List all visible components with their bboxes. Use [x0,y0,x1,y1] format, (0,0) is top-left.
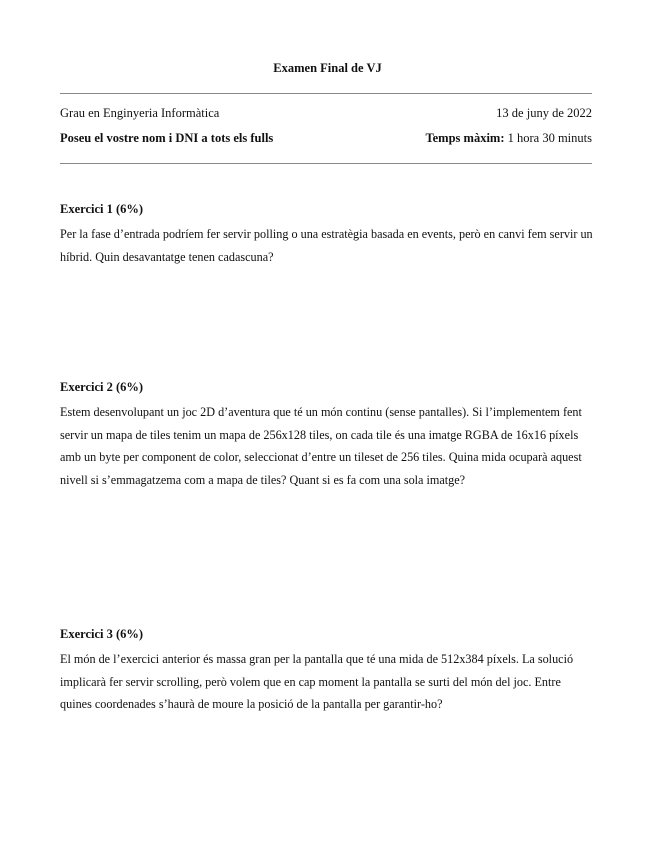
time-limit-value: 1 hora 30 minuts [507,131,592,145]
time-limit-label: Temps màxim: [425,131,505,145]
exercise-2-heading: Exercici 2 (6%) [60,380,144,394]
exam-date: 13 de juny de 2022 [496,106,592,120]
time-limit [425,131,592,146]
header-bottom-rule [60,163,592,164]
exercise-2 [60,380,595,491]
exercise-3-text: El món de l’exercici anterior és massa gran per la pantalla que té una mida de 512x384 píxels. La solució implicarà fer servir scrolling, però volem que en cap moment la pantalla se surti del món del joc. Entre quines coordenades s’haurà de moure la posició de la pantalla per garantir-ho? [60,652,574,711]
header-row-2 [60,131,592,146]
exercise-2-text: Estem desenvolupant un joc 2D d’aventura que té un món continu (sense pantalles). Si l’implementem fent servir un mapa de tiles tenim un mapa de 256x128 tiles, on cada tile és una imatge RGBA de 16x16 píxels amb un byte per component de color, seleccionat d’entre un tileset de 256 tiles. Quina mida ocuparà aquest nivell si s’emmagatzema com a mapa de tiles? Quant si es fa com una sola imatge? [60,405,582,487]
exercise-1 [60,202,595,268]
exam-title: Examen Final de VJ [273,61,382,75]
exercise-3-heading: Exercici 3 (6%) [60,627,144,641]
exercise-1-text: Per la fase d’entrada podríem fer servir polling o una estratègia basada en events, però en canvi fem servir un híbrid. Quin desavantatge tenen cadascuna? [60,227,593,264]
degree-label: Grau en Enginyeria Informàtica [60,106,220,120]
exercise-1-heading: Exercici 1 (6%) [60,202,144,216]
name-instruction: Poseu el vostre nom i DNI a tots els fulls [60,131,274,145]
header-top-rule [60,93,592,94]
header-row-1 [60,106,592,121]
exercise-3 [60,627,595,716]
